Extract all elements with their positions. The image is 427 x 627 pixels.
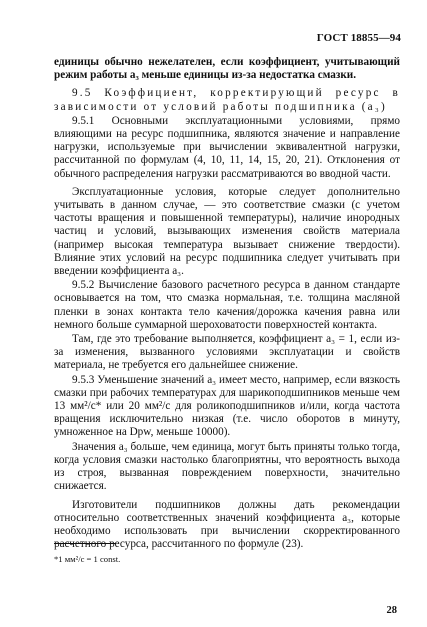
footnote-divider bbox=[54, 543, 116, 544]
footnote: *1 мм²/с = 1 const. bbox=[54, 554, 121, 564]
paragraph-requirement: Там, где это требование выполняется, коэффициент a₃ = 1, если из-за изменения, вызванного условиями эксплуатации и свойств материала, не требуется его дальнейшее снижение. bbox=[54, 333, 400, 372]
page-number: 28 bbox=[386, 605, 397, 616]
paragraph-9-5-3: 9.5.3 Уменьшение значений a₃ имеет место, например, если вязкость смазки при рабочих температурах для шарикоподшипников меньше чем 13 мм²/с* или 20 мм²/с для роликоподшипников и/или, когда частота вращения исключительно низкая (т.е. число оборотов в минуту, умноженное на Dpw, меньше 10000). bbox=[54, 373, 400, 439]
paragraph-9-5-1: 9.5.1 Основными эксплуатационными условиями, прямо влияющими на ресурс подшипника, являются значение и направление нагрузки, используемые при вычислении эквивалентной нагрузки, рассчитанной по формулам (4, 10, 11, 14, 15, 20, 21). Отклонения от обычного распределения нагрузки рассматриваются во вводной части. bbox=[54, 114, 400, 180]
paragraph-operating-conditions: Эксплуатационные условия, которые следует дополнительно учитывать в данном случае, — это соответствие смазки (с учетом частоты вращения и повышенной температуры), наличие инородных частиц и условий, вызывающих изменения свойств материала (например высокая температура вызывает снижение твердости). Влияние этих условий на ресурс подшипника следует учитывать при введении коэффициента a₃. bbox=[54, 185, 400, 278]
section-heading-9-5: 9.5 Коэффициент, корректирующий ресурс в зависимости от условий работы подшипника (a₃) bbox=[54, 87, 400, 113]
paragraph-9-5-2: 9.5.2 Вычисление базового расчетного ресурса в данном стандарте основывается на том, что смазка нормальная, т.е. толщина масляной пленки в зонах контакта тело качения/дорожка качения равна или немного больше суммарной шероховатости поверхностей контакта. bbox=[54, 279, 400, 331]
standard-header: ГОСТ 18855—94 bbox=[316, 32, 401, 44]
document-body bbox=[54, 56, 400, 552]
paragraph-continuation: единицы обычно нежелателен, если коэффициент, учитывающий режим работы a₃ меньше единицы из-за недостатка смазки. bbox=[54, 56, 400, 82]
paragraph-manufacturers: Изготовители подшипников должны дать рекомендации относительно соответственных значений коэффициента a₃, которые необходимо использовать при вычислении скорректированного расчетного ресурса, рассчитанного по формуле (23). bbox=[54, 498, 400, 551]
paragraph-values-greater: Значения a₃ больше, чем единица, могут быть приняты только тогда, когда условия смазки настолько благоприятны, что вероятность выхода из строя, вызванная повреждением поверхности, значительно снижается. bbox=[54, 440, 400, 493]
